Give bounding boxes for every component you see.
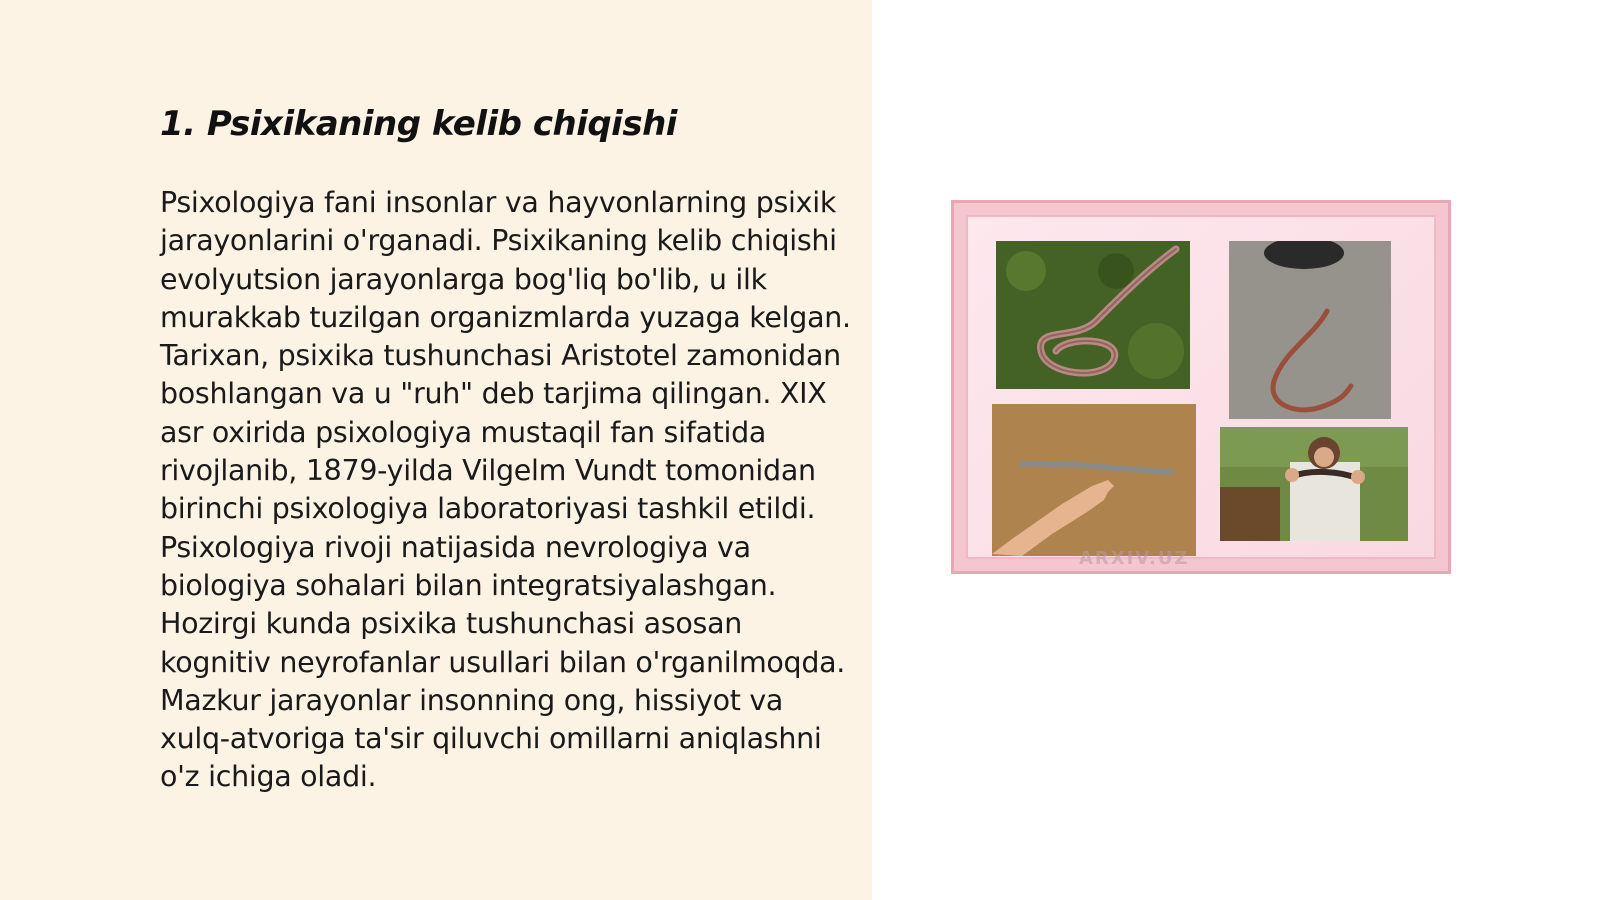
earthworm-on-pavement-photo — [1229, 241, 1391, 419]
worm-photo-collage — [951, 200, 1451, 574]
earthworm-on-grass-photo — [996, 241, 1190, 389]
woman-holding-worm-photo — [1220, 427, 1408, 541]
slide-title: 1. Psixikaning kelib chiqishi — [160, 104, 677, 144]
watermark-text: ARXIV.UZ — [1079, 548, 1190, 569]
slide-body-text: Psixologiya fani insonlar va hayvonlarning psixik jarayonlarini o'rganadi. Psixikaning kelib chiqishi evolyutsion jarayonlarga bog'liq bo'lib, u ilk murakkab tuzilgan organizmlarda yuzaga kelgan. Tarixan, psixika tushunchasi Aristotel zamonidan boshlangan va u "ruh" deb tarjima qilingan. XIX asr oxirida psixologiya mustaqil fan sifatida rivojlanib, 1879-yilda Vilgelm Vundt tomonidan birinchi psixologiya laboratoriyasi tashkil etildi. Psixologiya rivoji natijasida nevrologiya va biologiya sohalari bilan integratsiyalashgan. Hozirgi kunda psixika tushunchasi asosan kognitiv neyrofanlar usullari bilan o'rganilmoqda. Mazkur jarayonlar insonning ong, hissiyot va xulq-atvoriga ta'sir qiluvchi omillarni aniqlashni o'z ichiga oladi. — [160, 186, 851, 794]
collage-frame — [966, 215, 1436, 559]
earthworm-with-hand-photo — [992, 404, 1196, 556]
